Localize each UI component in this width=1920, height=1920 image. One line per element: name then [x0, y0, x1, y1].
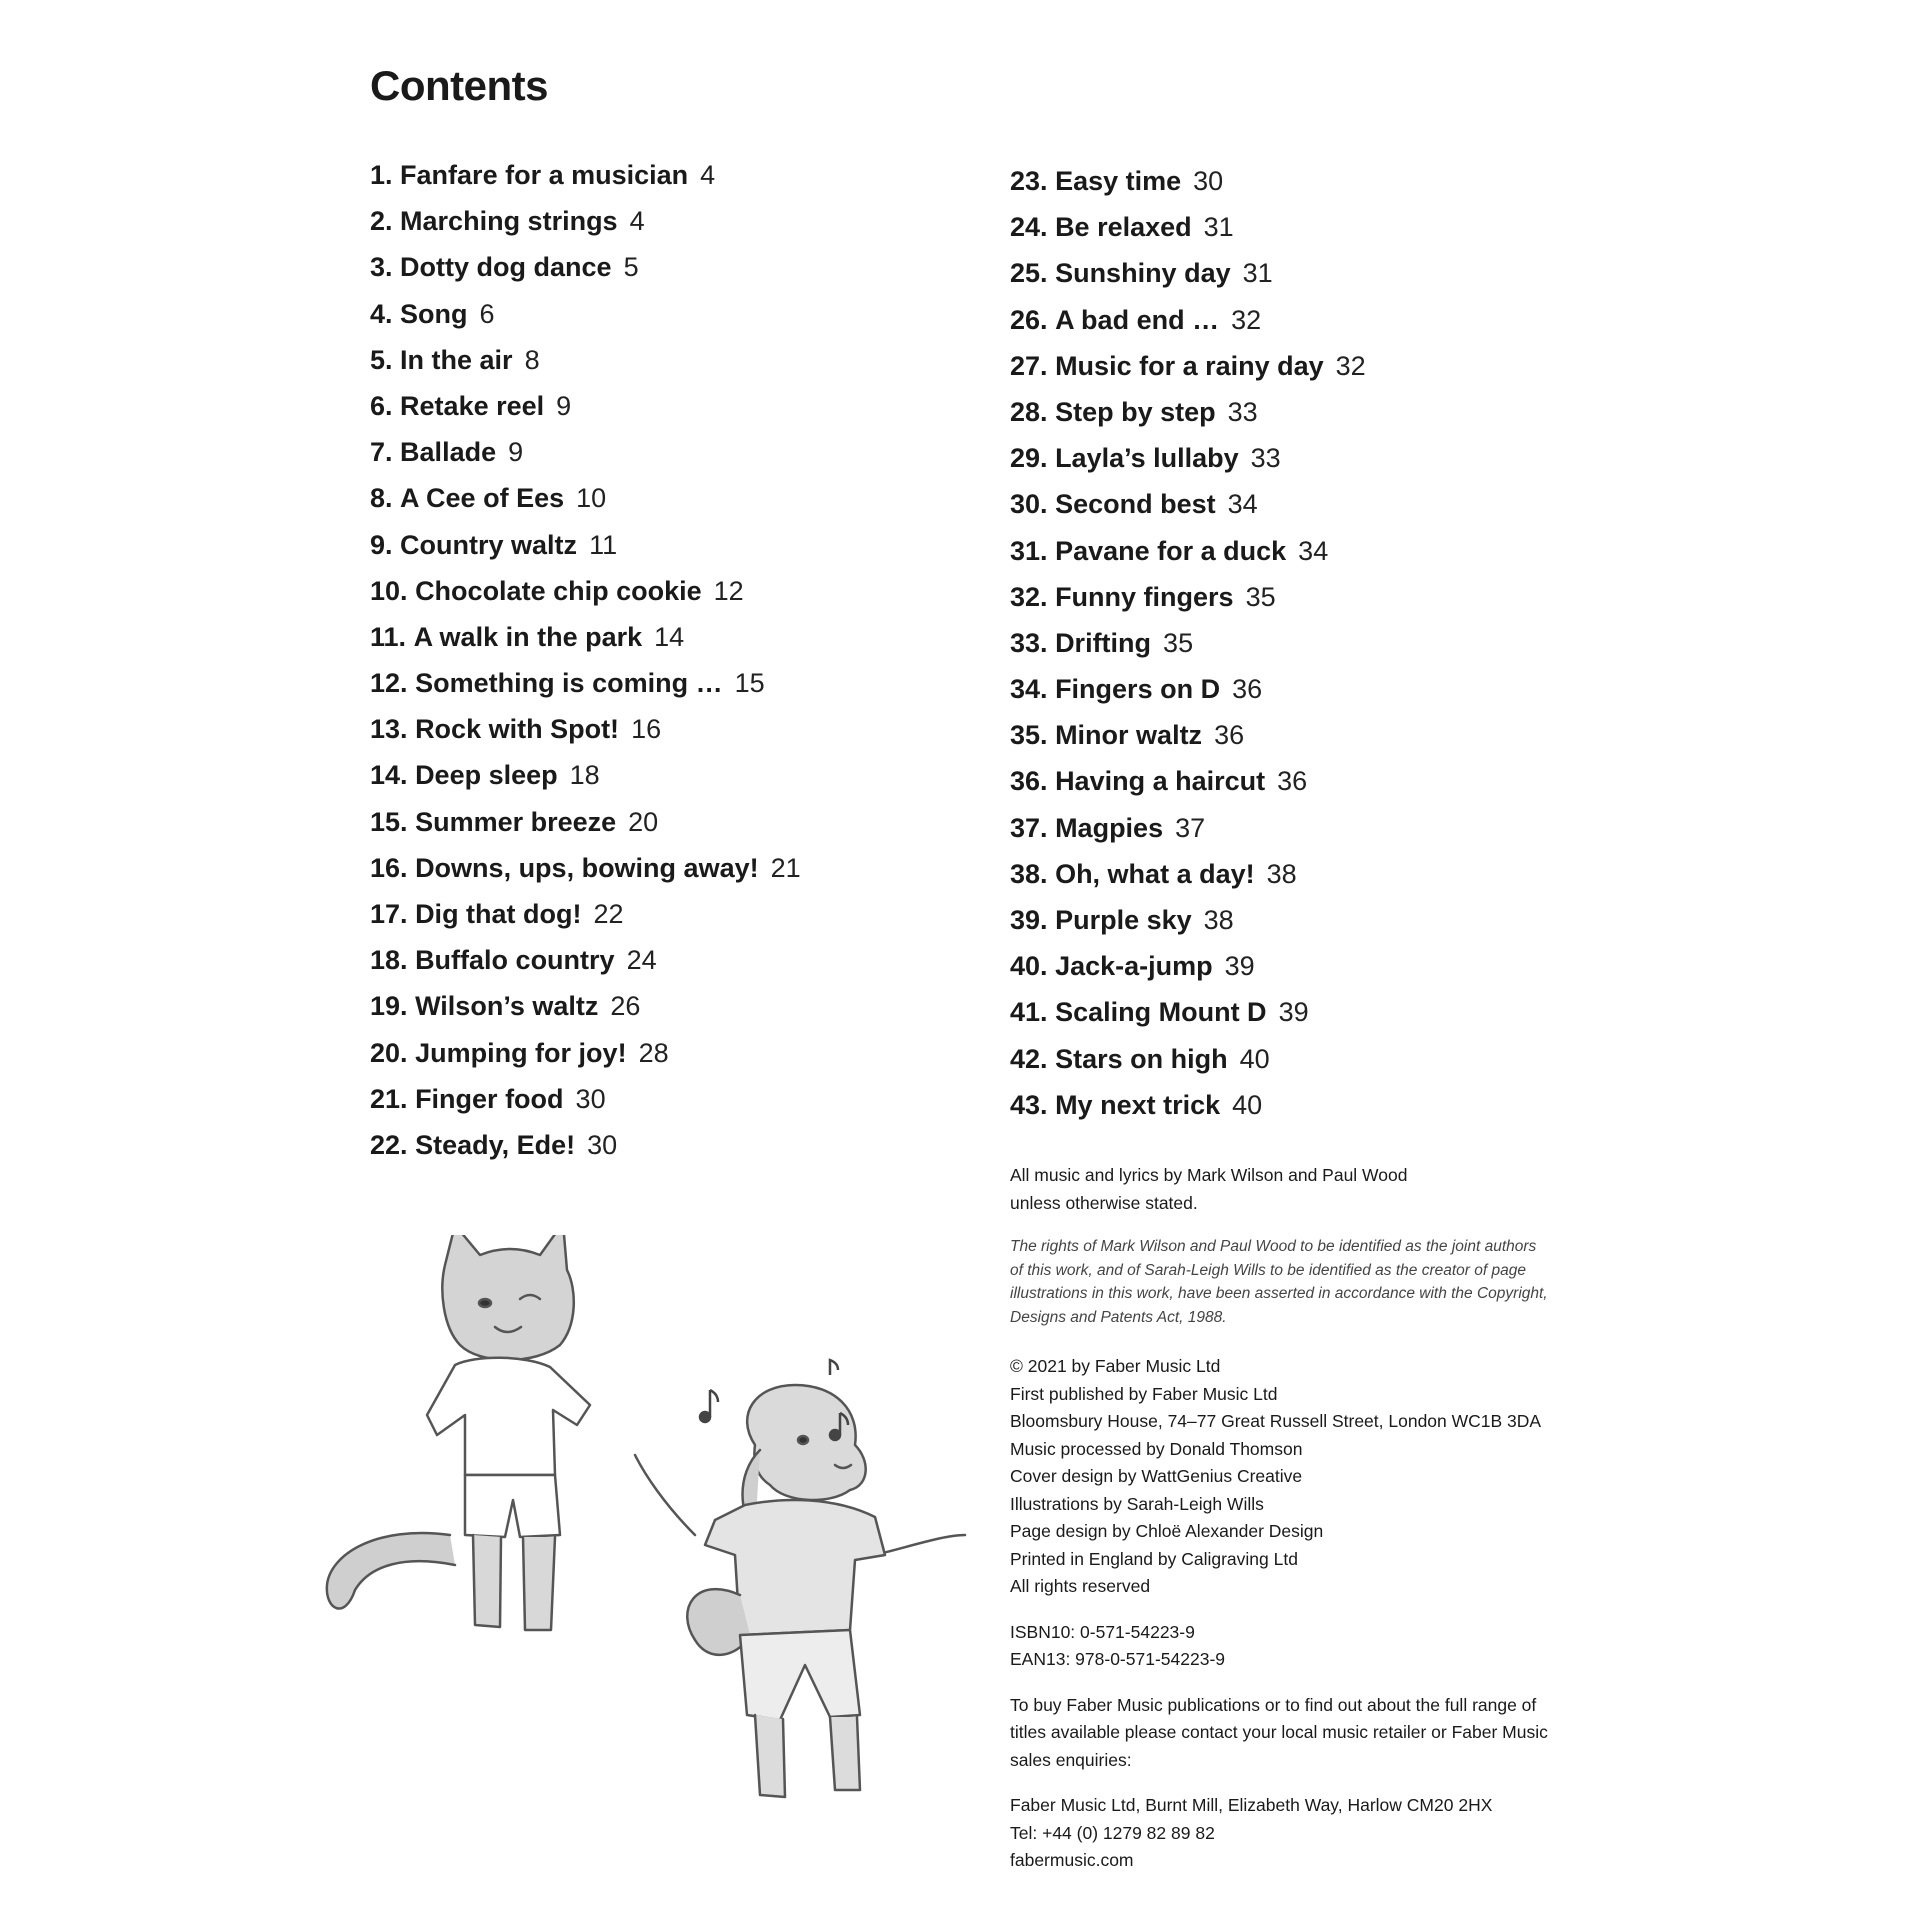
toc-title: Chocolate chip cookie [415, 575, 702, 606]
toc-item[interactable] [1010, 481, 1366, 527]
toc-page-number: 32 [1335, 350, 1366, 381]
toc-page-number: 18 [569, 760, 600, 791]
toc-number: 43. [1010, 1089, 1048, 1120]
toc-item[interactable] [370, 752, 801, 798]
toc-page-number: 30 [575, 1083, 606, 1114]
toc-page-number: 40 [1232, 1089, 1263, 1120]
toc-item[interactable] [370, 706, 801, 752]
toc-item[interactable] [1010, 666, 1366, 712]
toc-number: 9. [370, 529, 393, 560]
cat-and-dog-illustration [315, 1235, 975, 1865]
cat-tail [327, 1533, 455, 1608]
toc-number: 32. [1010, 581, 1048, 612]
buy-info-line: sales enquiries: [1010, 1749, 1132, 1770]
printed-line: Printed in England by Caligraving Ltd [1010, 1548, 1298, 1569]
toc-number: 3. [370, 252, 393, 283]
toc-number: 10. [370, 575, 408, 606]
buy-info-line: titles available please contact your local music retailer or Faber Music [1010, 1722, 1548, 1742]
toc-number: 19. [370, 991, 408, 1022]
toc-title: Wilson’s waltz [415, 991, 599, 1022]
toc-item[interactable] [370, 614, 801, 660]
toc-item[interactable] [370, 337, 801, 383]
toc-page-number: 26 [610, 991, 641, 1022]
toc-page-number: 33 [1250, 443, 1281, 474]
toc-number: 23. [1010, 166, 1048, 196]
music-note-icon [830, 1360, 838, 1375]
cover-design-line: Cover design by WattGenius Creative [1010, 1466, 1303, 1486]
toc-title: Song [400, 298, 468, 329]
toc-item[interactable] [370, 1122, 801, 1168]
toc-title: Second best [1055, 489, 1216, 520]
toc-title: Buffalo country [415, 945, 615, 976]
toc-page-number: 14 [654, 621, 685, 652]
toc-item[interactable] [370, 475, 801, 521]
toc-item[interactable] [1010, 1082, 1366, 1128]
toc-item[interactable] [1010, 528, 1366, 574]
toc-number: 15. [370, 806, 408, 837]
toc-page-number: 15 [734, 668, 765, 699]
toc-title: Oh, what a day! [1055, 858, 1255, 889]
toc-number: 36. [1010, 766, 1048, 797]
toc-title: Sunshiny day [1055, 258, 1231, 289]
toc-title: Step by step [1055, 396, 1216, 427]
toc-page-number: 38 [1266, 858, 1297, 889]
toc-item[interactable] [370, 568, 801, 614]
toc-page-number: 38 [1203, 905, 1234, 935]
toc-right-column [1010, 158, 1366, 1128]
rights-line: of this work, and of Sarah-Leigh Wills to be identified as the creator of page [1010, 1261, 1526, 1279]
toc-title: A bad end … [1055, 304, 1220, 335]
toc-item[interactable] [370, 983, 801, 1029]
credits-authors: All music and lyrics by Mark Wilson and Paul Wood [1010, 1165, 1408, 1185]
toc-number: 1. [370, 160, 393, 190]
toc-page-number: 11 [589, 529, 618, 560]
cat-character [327, 1235, 590, 1630]
toc-title: Scaling Mount D [1055, 997, 1267, 1028]
rights-statement [1010, 1235, 1620, 1329]
toc-item[interactable] [370, 291, 801, 337]
toc-number: 26. [1010, 304, 1048, 335]
toc-page-number: 30 [1193, 166, 1224, 196]
toc-title: Drifting [1055, 627, 1152, 658]
toc-page-number: 9 [556, 390, 572, 421]
toc-item[interactable] [370, 429, 801, 475]
toc-title: Minor waltz [1055, 720, 1203, 751]
toc-page-number: 6 [479, 298, 495, 329]
toc-title: A Cee of Ees [400, 483, 565, 514]
toc-item[interactable] [370, 799, 801, 845]
toc-title: Be relaxed [1055, 212, 1192, 243]
toc-title: Funny fingers [1055, 581, 1234, 612]
toc-item[interactable] [1010, 989, 1366, 1035]
toc-title: My next trick [1055, 1089, 1221, 1120]
music-note-icon [830, 1430, 840, 1440]
music-processed-line: Music processed by Donald Thomson [1010, 1438, 1303, 1459]
toc-number: 20. [370, 1037, 408, 1068]
toc-item[interactable] [1010, 158, 1366, 204]
toc-number: 37. [1010, 812, 1048, 843]
toc-page-number: 21 [770, 852, 801, 883]
toc-title: A walk in the park [413, 621, 643, 652]
music-note-icon [700, 1412, 710, 1422]
toc-number: 4. [370, 298, 393, 329]
toc-number: 28. [1010, 396, 1048, 427]
toc-title: Downs, ups, bowing away! [415, 852, 759, 883]
illustrations-line: Illustrations by Sarah-Leigh Wills [1010, 1493, 1264, 1514]
toc-page-number: 8 [524, 344, 540, 375]
toc-page-number: 36 [1232, 674, 1263, 705]
toc-title: Rock with Spot! [415, 714, 620, 745]
toc-page-number: 39 [1224, 951, 1255, 982]
toc-number: 18. [370, 945, 408, 976]
toc-title: Easy time [1055, 166, 1182, 196]
toc-number: 34. [1010, 674, 1048, 705]
page-title: Contents [370, 62, 548, 109]
toc-page-number: 37 [1175, 812, 1206, 843]
first-published-line: First published by Faber Music Ltd [1010, 1383, 1278, 1404]
website-link[interactable]: fabermusic.com [1010, 1850, 1134, 1870]
toc-number: 2. [370, 206, 393, 237]
toc-item[interactable] [370, 937, 801, 983]
toc-title: Purple sky [1055, 905, 1192, 935]
toc-number: 7. [370, 437, 393, 468]
rights-reserved-line: All rights reserved [1010, 1576, 1151, 1596]
toc-page-number: 10 [576, 483, 607, 514]
toc-item[interactable] [370, 845, 801, 891]
toc-title: Jack-a-jump [1055, 951, 1213, 982]
toc-item[interactable] [1010, 435, 1366, 481]
toc-page-number: 5 [623, 252, 639, 283]
toc-title: In the air [400, 344, 513, 375]
toc-number: 33. [1010, 627, 1048, 658]
toc-title: Magpies [1055, 812, 1164, 843]
toc-number: 6. [370, 390, 393, 421]
toc-item[interactable] [1010, 1036, 1366, 1082]
toc-title: Having a haircut [1055, 766, 1266, 797]
toc-page-number: 36 [1214, 720, 1245, 751]
rights-line: Designs and Patents Act, 1988. [1010, 1308, 1227, 1326]
toc-page-number: 12 [713, 575, 744, 606]
ean13: EAN13: 978-0-571-54223-9 [1010, 1649, 1226, 1669]
toc-number: 17. [370, 899, 408, 929]
toc-number: 31. [1010, 535, 1048, 566]
credits-block [1010, 1162, 1620, 1893]
toc-left-column [370, 152, 801, 1168]
publisher-address: Bloomsbury House, 74–77 Great Russell Street, London WC1B 3DA [1010, 1411, 1542, 1431]
toc-title: Country waltz [400, 529, 578, 560]
toc-item[interactable] [370, 1076, 801, 1122]
toc-number: 22. [370, 1129, 408, 1160]
toc-title: Stars on high [1055, 1043, 1228, 1074]
toc-page-number: 28 [638, 1037, 669, 1068]
cat-shorts [465, 1475, 560, 1537]
rights-line: The rights of Mark Wilson and Paul Wood to be identified as the joint authors [1010, 1238, 1537, 1255]
toc-item[interactable] [370, 891, 801, 937]
toc-page-number: 20 [628, 806, 659, 837]
toc-title: Finger food [415, 1083, 564, 1114]
toc-number: 41. [1010, 997, 1048, 1028]
cat-head [442, 1235, 573, 1360]
toc-item[interactable] [1010, 343, 1366, 389]
toc-number: 14. [370, 760, 408, 791]
toc-page-number: 32 [1231, 304, 1262, 335]
toc-item[interactable] [1010, 897, 1366, 943]
toc-item[interactable] [1010, 250, 1366, 296]
contact-tel: Tel: +44 (0) 1279 82 89 82 [1010, 1822, 1215, 1843]
rights-line: illustrations in this work, have been asserted in accordance with the Copyright, [1010, 1285, 1548, 1302]
toc-title: Marching strings [400, 206, 618, 237]
toc-page-number: 24 [626, 945, 657, 976]
toc-page-number: 22 [593, 899, 624, 929]
dog-character [635, 1385, 965, 1797]
toc-page-number: 34 [1227, 489, 1258, 520]
page-design-line: Page design by Chloë Alexander Design [1010, 1521, 1324, 1541]
toc-number: 8. [370, 483, 393, 514]
toc-number: 39. [1010, 905, 1048, 935]
isbn10: ISBN10: 0-571-54223-9 [1010, 1621, 1195, 1642]
toc-page-number: 39 [1278, 997, 1309, 1028]
toc-item[interactable] [1010, 204, 1366, 250]
toc-title: Summer breeze [415, 806, 617, 837]
toc-item[interactable] [370, 198, 801, 244]
toc-number: 12. [370, 668, 408, 699]
toc-item[interactable] [370, 1030, 801, 1076]
toc-page-number: 35 [1163, 627, 1194, 658]
toc-page-number: 40 [1239, 1043, 1270, 1074]
toc-number: 11. [370, 621, 407, 652]
toc-page-number: 35 [1245, 581, 1276, 612]
toc-title: Something is coming … [415, 668, 723, 699]
credits-authors-note: unless otherwise stated. [1010, 1192, 1198, 1213]
toc-item[interactable] [370, 383, 801, 429]
toc-number: 38. [1010, 858, 1048, 889]
toc-title: Ballade [400, 437, 497, 468]
toc-number: 40. [1010, 951, 1048, 982]
toc-item[interactable] [1010, 620, 1366, 666]
toc-title: Pavane for a duck [1055, 535, 1287, 566]
cat-legs [473, 1535, 555, 1630]
toc-item[interactable] [1010, 574, 1366, 620]
toc-page-number: 31 [1242, 258, 1273, 289]
toc-item[interactable] [370, 152, 801, 198]
toc-number: 5. [370, 344, 393, 375]
toc-title: Fanfare for a musician [400, 160, 689, 190]
copyright-line: © 2021 by Faber Music Ltd [1010, 1356, 1221, 1376]
toc-title: Dig that dog! [415, 899, 582, 929]
toc-title: Steady, Ede! [415, 1129, 576, 1160]
cat-shirt [427, 1358, 590, 1475]
contact-address: Faber Music Ltd, Burnt Mill, Elizabeth Way, Harlow CM20 2HX [1010, 1795, 1493, 1815]
toc-item[interactable] [1010, 805, 1366, 851]
toc-title: Fingers on D [1055, 674, 1221, 705]
toc-title: Deep sleep [415, 760, 558, 791]
dog-pants [740, 1630, 860, 1720]
buy-info-line: To buy Faber Music publications or to find out about the full range of [1010, 1694, 1537, 1715]
toc-number: 16. [370, 852, 408, 883]
toc-page-number: 36 [1277, 766, 1308, 797]
toc-number: 13. [370, 714, 408, 745]
toc-item[interactable] [1010, 297, 1366, 343]
toc-title: Retake reel [400, 390, 545, 421]
toc-title: Dotty dog dance [400, 252, 612, 283]
toc-title: Jumping for joy! [415, 1037, 627, 1068]
toc-number: 29. [1010, 443, 1048, 474]
toc-number: 25. [1010, 258, 1048, 289]
toc-item[interactable] [370, 660, 801, 706]
toc-page-number: 31 [1203, 212, 1234, 243]
toc-item[interactable] [1010, 851, 1366, 897]
toc-item[interactable] [370, 244, 801, 290]
toc-number: 42. [1010, 1043, 1048, 1074]
toc-item[interactable] [1010, 758, 1366, 804]
toc-page-number: 9 [508, 437, 524, 468]
toc-number: 35. [1010, 720, 1048, 751]
toc-number: 21. [370, 1083, 408, 1114]
toc-number: 30. [1010, 489, 1048, 520]
toc-number: 24. [1010, 212, 1048, 243]
toc-item[interactable] [1010, 389, 1366, 435]
toc-item[interactable] [1010, 712, 1366, 758]
toc-title: Layla’s lullaby [1055, 443, 1239, 474]
toc-page-number: 4 [629, 206, 645, 237]
toc-page-number: 16 [631, 714, 662, 745]
toc-page-number: 34 [1298, 535, 1329, 566]
toc-page-number: 30 [587, 1129, 618, 1160]
toc-number: 27. [1010, 350, 1048, 381]
toc-item[interactable] [1010, 943, 1366, 989]
toc-item[interactable] [370, 522, 801, 568]
toc-page-number: 4 [700, 160, 716, 190]
toc-page-number: 33 [1227, 396, 1258, 427]
toc-title: Music for a rainy day [1055, 350, 1324, 381]
dog-legs [755, 1715, 860, 1797]
